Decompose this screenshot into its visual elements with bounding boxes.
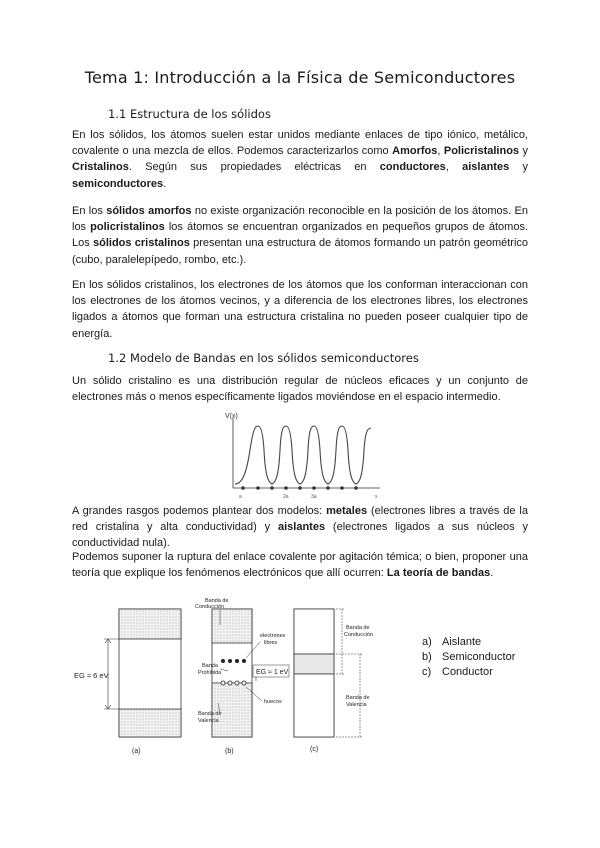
list-item: b) Semiconductor — [422, 651, 516, 663]
material-legend-list — [422, 635, 515, 680]
band-diagram-c — [294, 609, 373, 753]
paragraph-solid-types: En los sólidos, los átomos suelen estar unidos mediante enlaces de tipo iónico, metálico, covalente o una mezcla de ellos. Podemos caracterizarlos como Amorfos, Policristalinos y Cristalinos. Según sus propiedades eléctricas en conductores, aislantes y semiconductores. — [72, 129, 528, 190]
paragraph-band-theory: Podemos suponer la ruptura del enlace covalente por agitación témica; o bien, proponer una teoría que explique los fenómenos electrónicos que allí ocurren: La teoría de bandas. — [72, 551, 528, 580]
potential-xtick-2a: 2a — [283, 494, 289, 500]
valence-label-b-1: Banda de — [198, 711, 222, 717]
list-item: c) Conductor — [422, 666, 493, 678]
forbidden-label-1: Banda — [202, 663, 218, 669]
energy-gap-b: EG ≈ 1 eV — [256, 669, 289, 676]
band-diagram-figure — [70, 595, 410, 760]
conduction-label-b-1: Banda de — [205, 598, 229, 604]
forbidden-label-2: Prohibida — [198, 670, 222, 676]
potential-xtick-a: a — [239, 494, 242, 500]
overlap-region-c — [294, 654, 334, 674]
conduction-label-c-2: Conducción — [344, 632, 374, 638]
valence-label-c-1: Banda de — [346, 695, 370, 701]
caption-c: (c) — [310, 746, 319, 753]
paragraph-two-models: A grandes rasgos podemos plantear dos modelos: metales (electrones libres a través de la red cristalina y alta conductividad) y aislantes (electrones ligados a sus núcleos y conductividad nula). — [72, 505, 529, 550]
page-title: Tema 1: Introducción a la Física de Semiconductores — [84, 68, 516, 87]
paragraph-crystal-definition: Un sólido cristalino es una distribución regular de núcleos eficaces y un conjunto de electrones más o menos específicamente ligados moviéndose en el espacio intermedio. — [72, 375, 528, 404]
potential-xtick-3a: 3a — [311, 494, 317, 500]
valence-band-c — [294, 674, 334, 737]
holes-label: huecos — [264, 699, 282, 705]
caption-a: (a) — [132, 748, 141, 755]
potential-curve — [235, 426, 371, 484]
section-heading-band-model: 1.2 Modelo de Bandas en los sólidos semiconductores — [108, 351, 419, 365]
potential-xtick-x: x — [375, 494, 378, 500]
free-electrons-label-2: libres — [264, 640, 278, 646]
valence-label-c-2: Valencia — [346, 702, 367, 708]
potential-ylabel: V(x) — [225, 413, 238, 420]
conduction-band-b — [212, 609, 252, 643]
valence-band-a — [119, 709, 181, 737]
caption-b: (b) — [225, 748, 234, 755]
band-diagram-a — [74, 609, 181, 755]
free-electrons-label-1: electrones — [260, 633, 286, 639]
paragraph-crystalline-electrons: En los sólidos cristalinos, los electrones de los átomos que los conforman interaccionan con los electrones de los átomos vecinos, y a diferencia de los electrones libres, los electrones ligados a átomos que forman una estructura cristalina no pueden poseer cualquier tipo de energía. — [72, 279, 528, 340]
band-diagram-b — [195, 598, 289, 755]
conduction-label-c-1: Banda de — [346, 625, 370, 631]
nuclei-dots — [241, 486, 358, 490]
conduction-band-a — [119, 609, 181, 639]
periodic-potential-figure — [225, 410, 385, 502]
valence-band-b — [212, 683, 252, 737]
section-heading-structure: 1.1 Estructura de los sólidos — [108, 107, 271, 121]
list-item: a) Aislante — [422, 636, 482, 648]
paragraph-amorphous: En los sólidos amorfos no existe organización reconocible en la posición de los átomos. En los policristalinos los átomos se encuentran organizados en pequeños grupos de átomos. Los sólidos cristalinos presentan una estructura de átomos formando un patrón geométrico (cubo, paralelepípedo, rombo, etc.). — [72, 205, 529, 266]
valence-label-b-2: Valencia — [198, 718, 219, 724]
energy-gap-a: EG ≈ 6 eV — [74, 671, 109, 680]
conduction-label-b-2: Conducción — [195, 604, 225, 610]
conduction-band-c — [294, 609, 334, 654]
